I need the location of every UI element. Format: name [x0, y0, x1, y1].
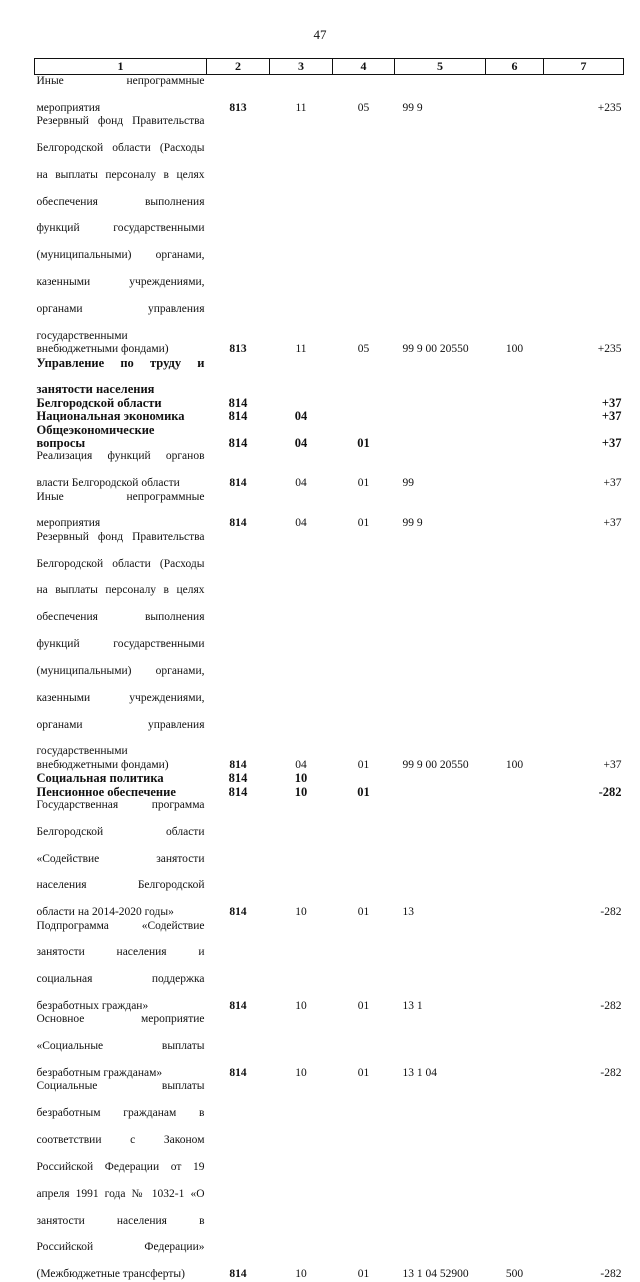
cell-c3: 04: [294, 409, 308, 424]
cell-c5: [395, 410, 486, 423]
row-name: [35, 397, 207, 410]
cell-c3: 04: [295, 758, 307, 771]
row-name-line: органами управления: [36, 302, 205, 315]
row-name-line: государственными: [36, 329, 128, 342]
row-name-line: функций государственными: [36, 222, 205, 235]
row-name-line: внебюджетными фондами): [36, 343, 169, 356]
cell-c2: 814: [229, 758, 247, 771]
row-name-line: безработных граждан»: [36, 1000, 149, 1013]
cell-c6: 100: [505, 758, 524, 771]
row-name-line: соответствии с Законом: [36, 1134, 205, 1147]
cell-c7: +37: [603, 517, 622, 530]
row-name: [35, 786, 207, 799]
table-row: [35, 410, 624, 423]
row-name-line: на выплаты персоналу в целях: [36, 168, 205, 181]
cell-c6: [486, 799, 544, 920]
cell-c4: 01: [357, 1067, 370, 1080]
cell-c3: 11: [295, 101, 307, 114]
cell-c7: +37: [603, 477, 622, 490]
cell-c2: 814: [229, 1268, 247, 1281]
row-name-line: функций государственными: [36, 638, 205, 651]
cell-c6: [486, 450, 544, 490]
row-name-line: занятости населения: [36, 382, 155, 397]
row-name-line: апреля 1991 года № 1032-1 «О: [36, 1187, 205, 1200]
table-row: [35, 920, 624, 1014]
cell-c5: [395, 772, 486, 785]
cell-c6: [486, 357, 544, 397]
cell-c2: 814: [229, 1000, 247, 1013]
cell-c6: [486, 397, 544, 410]
row-name-line: обеспечения выполнения: [36, 195, 205, 208]
row-name-line: «Социальные выплаты: [36, 1040, 205, 1053]
cell-c3: 10: [294, 784, 308, 799]
cell-c4: 01: [357, 906, 370, 919]
cell-c6: 100: [505, 343, 524, 356]
row-name-line: (Межбюджетные трансферты): [36, 1268, 185, 1281]
cell-c6: [486, 1013, 544, 1080]
cell-c4: 01: [357, 435, 370, 450]
cell-c3: [270, 397, 333, 410]
row-name: [35, 410, 207, 423]
row-name-line: (муниципальными) органами,: [36, 664, 205, 677]
cell-c5: 99 9 00 20550: [402, 758, 469, 771]
cell-c7: -282: [600, 1000, 622, 1013]
header-col-4: 4: [333, 59, 395, 75]
row-name-line: социальная поддержка: [36, 973, 205, 986]
row-name-line: обеспечения выполнения: [36, 611, 205, 624]
cell-c3: [270, 357, 333, 397]
cell-c2: 814: [228, 784, 248, 799]
cell-c6: [486, 491, 544, 531]
table-row: [35, 450, 624, 490]
table-row: [35, 397, 624, 410]
cell-c4: [333, 357, 395, 397]
table-row: [35, 75, 624, 116]
cell-c4: [333, 772, 395, 785]
table-row: [35, 1080, 624, 1281]
table-header: [35, 59, 624, 75]
cell-c7: -282: [600, 1268, 622, 1281]
row-name-line: Белгородской области (Расходы: [36, 557, 205, 570]
row-name: [35, 920, 207, 1014]
row-name-line: казенными учреждениями,: [36, 276, 205, 289]
cell-c3: 10: [295, 1067, 307, 1080]
table-row: [35, 1013, 624, 1080]
cell-c5: [395, 357, 486, 397]
cell-c7: +235: [597, 101, 622, 114]
cell-c4: 01: [357, 517, 370, 530]
cell-c3: 10: [295, 906, 307, 919]
cell-c4: 01: [357, 758, 370, 771]
header-col-2: 2: [207, 59, 270, 75]
table-row: [35, 491, 624, 531]
row-name-line: Национальная экономика: [36, 409, 185, 424]
cell-c3: 10: [295, 1000, 307, 1013]
cell-c2: 813: [229, 343, 247, 356]
cell-c2: 814: [228, 435, 248, 450]
row-name-line: Основное мероприятие: [36, 1013, 205, 1026]
row-name: [35, 531, 207, 772]
row-name-line: Социальная политика: [36, 771, 164, 786]
budget-table: [34, 58, 624, 1282]
table-row: [35, 357, 624, 397]
row-name: [35, 1080, 207, 1281]
cell-c7: [544, 357, 624, 397]
cell-c2: 813: [229, 101, 247, 114]
row-name: [35, 1013, 207, 1080]
cell-c3: 10: [294, 771, 308, 786]
cell-c3: 04: [295, 517, 307, 530]
cell-c5: 99 9: [402, 101, 423, 114]
cell-c7: -282: [600, 906, 622, 919]
row-name-line: на выплаты персоналу в целях: [36, 584, 205, 597]
row-name-line: занятости населения и: [36, 946, 205, 959]
row-name-line: (муниципальными) органами,: [36, 249, 205, 262]
cell-c6: [486, 424, 544, 451]
row-name: [35, 450, 207, 490]
cell-c5: [395, 786, 486, 799]
row-name-line: Российской Федерации»: [36, 1241, 205, 1254]
cell-c7: +37: [601, 435, 622, 450]
table-row: [35, 531, 624, 772]
cell-c6: [486, 920, 544, 1014]
cell-c2: 814: [229, 477, 247, 490]
row-name-line: власти Белгородской области: [36, 477, 180, 490]
row-name: [35, 75, 207, 116]
cell-c6: [486, 786, 544, 799]
row-name-line: мероприятия: [36, 101, 101, 114]
cell-c5: 13 1 04: [402, 1067, 437, 1080]
row-name: [35, 424, 207, 451]
table-row: [35, 772, 624, 785]
row-name-line: Белгородской области (Расходы: [36, 142, 205, 155]
table-row: [35, 786, 624, 799]
row-name-line: внебюджетными фондами): [36, 758, 169, 771]
cell-c7: [544, 772, 624, 785]
cell-c2: [207, 357, 270, 397]
cell-c3: 04: [295, 477, 307, 490]
cell-c7: +37: [601, 409, 622, 424]
cell-c5: 99 9 00 20550: [402, 343, 469, 356]
row-name-line: «Содействие занятости: [36, 852, 205, 865]
cell-c6: [486, 772, 544, 785]
row-name-line: Резервный фонд Правительства: [36, 530, 205, 543]
cell-c4: [333, 410, 395, 423]
row-name-line: Социальные выплаты: [36, 1080, 205, 1093]
cell-c4: 01: [357, 784, 370, 799]
cell-c2: 814: [228, 409, 248, 424]
cell-c7: +37: [601, 395, 622, 410]
row-name-line: Российской Федерации от 19: [36, 1160, 205, 1173]
row-name: [35, 491, 207, 531]
cell-c4: 01: [357, 1000, 370, 1013]
cell-c6: 500: [505, 1268, 524, 1281]
page-number: 47: [313, 27, 327, 42]
row-name-line: безработным гражданам»: [36, 1067, 163, 1080]
row-name-line: Управление по труду и: [36, 355, 205, 370]
row-name-line: Белгородской области: [36, 825, 205, 838]
header-col-1: 1: [35, 59, 207, 75]
cell-c5: [395, 397, 486, 410]
cell-c6: [486, 75, 544, 116]
table-row: [35, 799, 624, 920]
row-name-line: Иные непрограммные: [36, 490, 205, 503]
cell-c7: +235: [597, 343, 622, 356]
row-name-line: Государственная программа: [36, 798, 205, 811]
table-row: [35, 115, 624, 356]
row-name-line: Резервный фонд Правительства: [36, 115, 205, 128]
cell-c5: 13 1 04 52900: [402, 1268, 469, 1281]
row-name-line: казенными учреждениями,: [36, 691, 205, 704]
row-name-line: Иные непрограммные: [36, 75, 205, 87]
cell-c4: 05: [357, 101, 370, 114]
cell-c6: [486, 410, 544, 423]
row-name-line: занятости населения в: [36, 1214, 205, 1227]
cell-c7: -282: [598, 784, 622, 799]
row-name-line: Общеэкономические вопросы: [36, 422, 155, 450]
cell-c3: 11: [295, 343, 307, 356]
row-name-line: Белгородской области: [36, 395, 162, 410]
row-name-line: безработным гражданам в: [36, 1107, 205, 1120]
cell-c2: 814: [229, 1067, 247, 1080]
row-name-line: Пенсионное обеспечение: [36, 784, 176, 799]
cell-c2: 814: [229, 906, 247, 919]
header-col-6: 6: [486, 59, 544, 75]
cell-c7: -282: [600, 1067, 622, 1080]
header-col-5: 5: [395, 59, 486, 75]
row-name-line: области на 2014-2020 годы»: [36, 906, 174, 919]
cell-c2: 814: [229, 517, 247, 530]
cell-c5: 99: [402, 477, 414, 490]
cell-c4: 05: [357, 343, 370, 356]
cell-c5: 13 1: [402, 1000, 423, 1013]
row-name-line: мероприятия: [36, 517, 101, 530]
row-name-line: населения Белгородской: [36, 879, 205, 892]
header-col-3: 3: [270, 59, 333, 75]
row-name: [35, 799, 207, 920]
cell-c4: [333, 397, 395, 410]
cell-c4: 01: [357, 477, 370, 490]
row-name: [35, 357, 207, 397]
row-name-line: органами управления: [36, 718, 205, 731]
header-col-7: 7: [544, 59, 624, 75]
cell-c5: 13: [402, 906, 414, 919]
row-name: [35, 772, 207, 785]
row-name-line: Реализация функций органов: [36, 450, 205, 463]
cell-c5: [395, 424, 486, 451]
table-row: [35, 424, 624, 451]
table-body: [35, 75, 624, 1282]
cell-c2: 814: [228, 395, 248, 410]
cell-c7: +37: [603, 758, 622, 771]
cell-c4: 01: [357, 1268, 370, 1281]
cell-c5: 99 9: [402, 517, 423, 530]
cell-c3: 10: [295, 1268, 307, 1281]
row-name-line: Подпрограмма «Содействие: [36, 919, 205, 932]
row-name: [35, 115, 207, 356]
cell-c3: 04: [294, 435, 308, 450]
row-name-line: государственными: [36, 745, 128, 758]
cell-c2: 814: [228, 771, 248, 786]
